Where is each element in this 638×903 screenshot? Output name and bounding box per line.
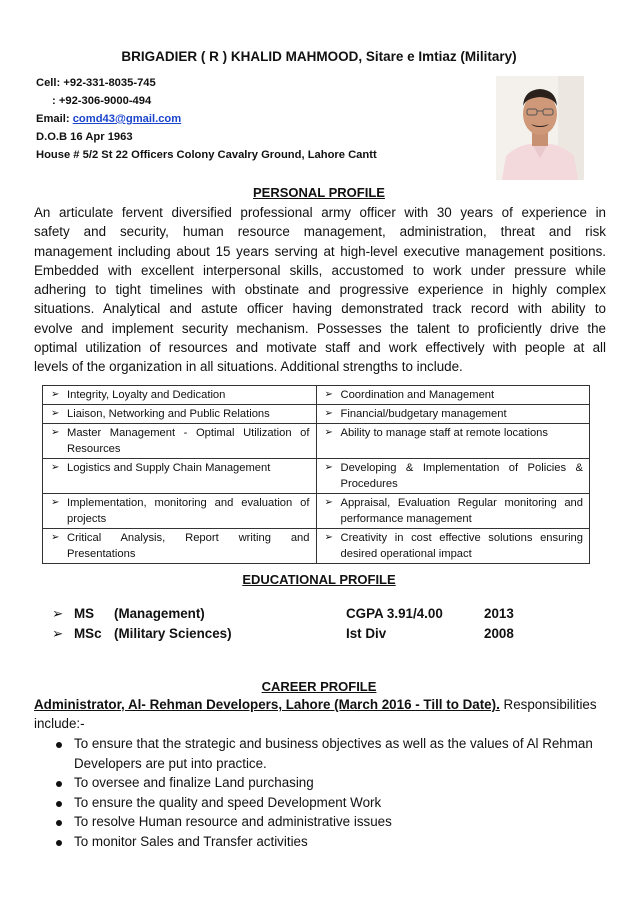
arrow-bullet-icon: ➢ — [51, 532, 60, 543]
arrow-bullet-icon: ➢ — [324, 462, 333, 473]
arrow-bullet-icon: ➢ — [51, 462, 60, 473]
strength-cell — [43, 424, 317, 459]
strength-cell — [316, 459, 590, 494]
email-label: Email: — [36, 113, 73, 125]
paragraph-line: management including about 15 years serving at high-level executive management positions. — [34, 243, 606, 259]
strength-cell — [43, 459, 317, 494]
paragraph-line: Embedded with excellent interpersonal skills, accustomed to work under pressure while — [34, 262, 606, 278]
paragraph-line: An articulate fervent diversified professional army officer with 30 years of experience in — [34, 205, 606, 220]
strength-text: Financial/budgetary management — [340, 408, 507, 420]
bullet-icon — [56, 801, 62, 807]
arrow-bullet-icon: ➢ — [51, 408, 60, 419]
bullet-icon — [56, 742, 62, 748]
result: CGPA 3.91/4.00 — [346, 606, 443, 621]
arrow-bullet-icon: ➢ — [51, 389, 60, 400]
paragraph-line: safety and security, human resource management, administration, threat and risk — [34, 224, 606, 240]
strength-text: Implementation, monitoring and evaluation of projects — [67, 497, 310, 525]
paragraph-line: levels of the organization in all situations. Additional strengths to include. — [34, 359, 463, 375]
field: (Military Sciences) — [114, 626, 232, 641]
strength-text: Appraisal, Evaluation Regular monitoring and performance management — [340, 497, 583, 525]
bullet-icon — [56, 820, 62, 826]
table-row — [43, 529, 590, 564]
list-item — [34, 832, 606, 852]
result: Ist Div — [346, 626, 387, 641]
field: (Management) — [114, 606, 205, 621]
address: House # 5/2 St 22 Officers Colony Cavalry Ground, Lahore Cantt — [36, 149, 377, 161]
table-row — [43, 424, 590, 459]
career-position: Administrator, Al- Rehman Developers, Lahore (March 2016 - Till to Date). — [34, 697, 500, 712]
arrow-bullet-icon: ➢ — [324, 408, 333, 419]
table-row — [43, 494, 590, 529]
personal-profile-heading: PERSONAL PROFILE — [253, 185, 385, 200]
paragraph-line: optimal utilization of resources and motivate staff and work effectively with people at all — [34, 340, 606, 356]
responsibilities-intro-cont: include:- — [34, 716, 85, 731]
email-line — [36, 113, 181, 125]
responsibility-text: To resolve Human resource and administrative issues — [74, 814, 392, 830]
arrow-bullet-icon: ➢ — [324, 532, 333, 543]
strength-text: Developing & Implementation of Policies & Procedures — [340, 462, 583, 490]
arrow-bullet-icon: ➢ — [51, 427, 60, 438]
email-link[interactable]: comd43@gmail.com — [72, 113, 182, 125]
profile-photo — [496, 76, 584, 180]
cell-number-1: +92-331-8035-745 — [63, 77, 156, 89]
responsibilities-list — [34, 734, 606, 852]
strength-cell — [316, 529, 590, 564]
strength-cell — [316, 494, 590, 529]
career-profile-heading: CAREER PROFILE — [261, 679, 377, 694]
career-position-line — [34, 697, 597, 712]
paragraph-line: evolve and implement security mechanism. Possesses the talent to proficiently drive the — [34, 320, 606, 336]
strength-cell — [43, 494, 317, 529]
strength-text: Coordination and Management — [340, 389, 495, 401]
arrow-bullet-icon: ➢ — [51, 497, 60, 508]
table-row — [43, 405, 590, 424]
strength-cell — [316, 386, 590, 405]
responsibility-text: To oversee and finalize Land purchasing — [74, 775, 314, 791]
arrow-bullet-icon: ➢ — [52, 606, 64, 621]
responsibility-text: To ensure the quality and speed Development Work — [74, 794, 382, 810]
responsibilities-intro: Responsibilities — [499, 697, 597, 712]
dob: D.O.B 16 Apr 1963 — [36, 131, 133, 143]
strengths-table — [42, 385, 590, 564]
list-item — [34, 793, 606, 813]
strength-text: Ability to manage staff at remote locations — [340, 427, 548, 439]
responsibility-text: To monitor Sales and Transfer activities — [74, 833, 308, 849]
strength-cell — [43, 405, 317, 424]
list-item — [34, 812, 606, 832]
year: 2008 — [484, 626, 514, 641]
strength-text: Integrity, Loyalty and Dedication — [67, 389, 226, 401]
arrow-bullet-icon: ➢ — [324, 427, 333, 438]
cell-line — [36, 77, 156, 89]
education-item — [52, 606, 572, 626]
strength-cell — [43, 386, 317, 405]
cell-number-2: : +92-306-9000-494 — [52, 95, 152, 107]
year: 2013 — [484, 606, 514, 621]
list-item — [34, 773, 606, 793]
personal-profile-paragraph — [34, 203, 606, 377]
page-title: BRIGADIER ( R ) KHALID MAHMOOD, Sitare e Imtiaz (Military) — [121, 49, 517, 64]
strength-text: Critical Analysis, Report writing and Presentations — [67, 532, 310, 560]
degree: MS — [74, 606, 95, 621]
bullet-icon — [56, 840, 62, 846]
responsibility-text: To ensure that the strategic and business objectives as well as the values of Al Rehman Developers are put into practice. — [74, 736, 593, 771]
arrow-bullet-icon: ➢ — [324, 497, 333, 508]
table-row — [43, 386, 590, 405]
strength-text: Liaison, Networking and Public Relations — [67, 408, 270, 420]
education-item — [52, 626, 572, 646]
arrow-bullet-icon: ➢ — [52, 626, 64, 641]
strength-text: Creativity in cost effective solutions ensuring desired operational impact — [340, 532, 583, 560]
paragraph-line: adhering to tight timelines with obstinate and progressive experience in highly complex — [34, 282, 606, 298]
strength-cell — [316, 424, 590, 459]
degree: MSc — [74, 626, 102, 641]
strength-cell — [43, 529, 317, 564]
paragraph-line: situations. Analytical and astute officer having demonstrated track record with ability to — [34, 301, 606, 317]
bullet-icon — [56, 781, 62, 787]
list-item — [34, 734, 606, 773]
table-row — [43, 459, 590, 494]
arrow-bullet-icon: ➢ — [324, 389, 333, 400]
strength-text: Master Management - Optimal Utilization of Resources — [67, 427, 310, 455]
strength-text: Logistics and Supply Chain Management — [67, 462, 271, 474]
educational-profile-heading: EDUCATIONAL PROFILE — [242, 572, 396, 587]
cell-label: Cell: — [36, 77, 64, 89]
strength-cell — [316, 405, 590, 424]
